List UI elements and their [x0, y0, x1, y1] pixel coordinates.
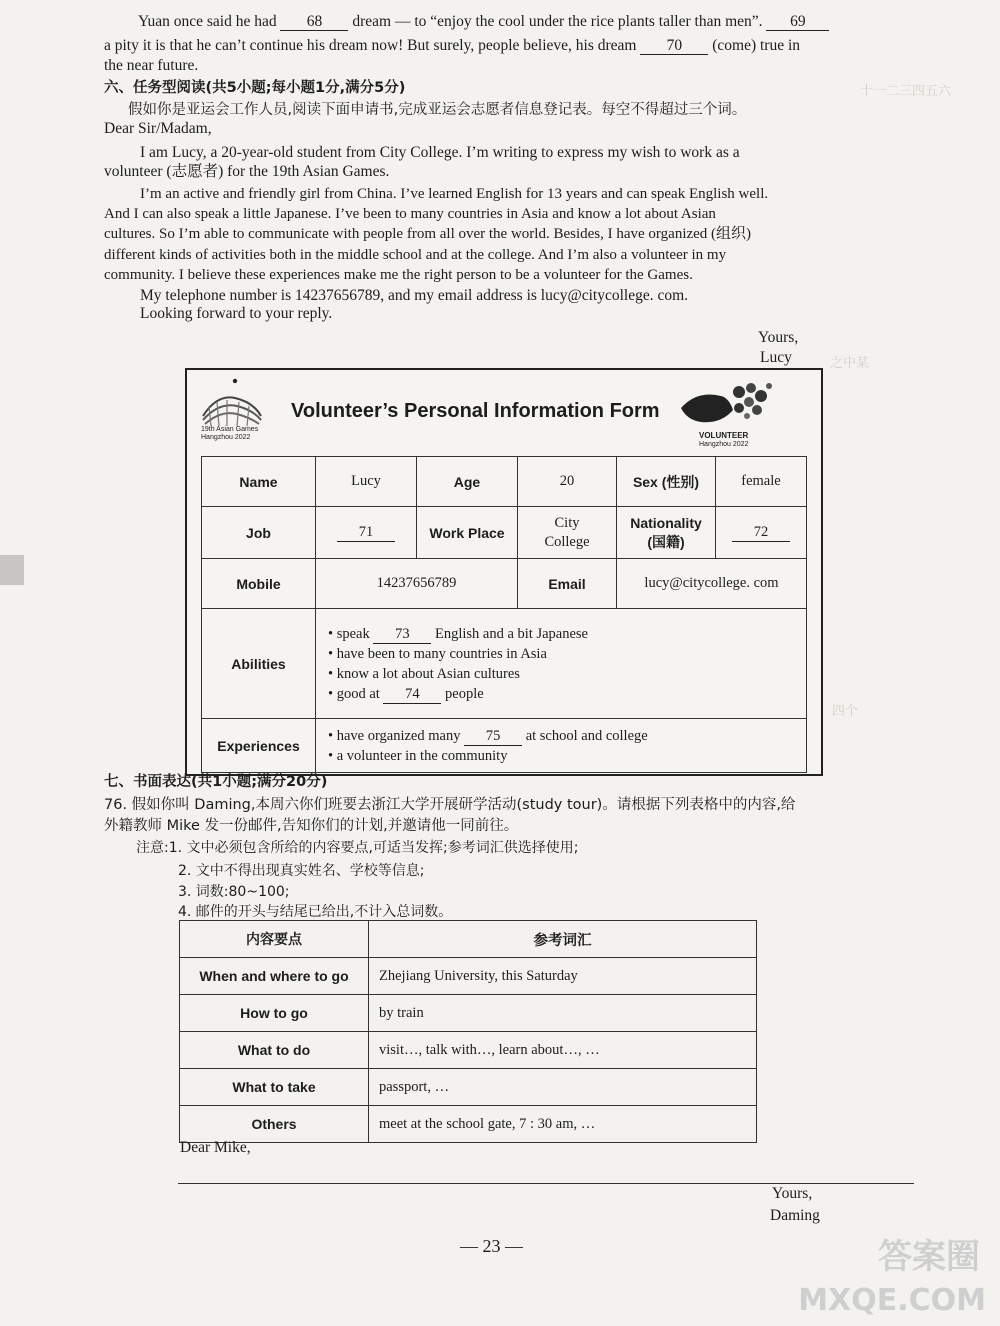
watermark-logo: 答案圈: [878, 1237, 980, 1277]
mobile-value: 14237656789: [316, 559, 518, 609]
letter-line: different kinds of activities both in the middle school and at the college. And I’m also a volunteer in my: [104, 247, 727, 263]
bleed-through-text: 之中某: [830, 356, 870, 371]
passage-line: a pity it is that he can’t continue his dream now! But surely, people believe, his dream 70 (come) true in: [104, 37, 801, 54]
page-number: — 23 —: [460, 1236, 523, 1256]
experiences-label: Experiences: [202, 719, 316, 773]
name-value: Lucy: [316, 457, 417, 507]
email-value: lucy@citycollege. com: [617, 559, 807, 609]
workplace-value: City College: [518, 507, 617, 559]
blank-75: 75: [464, 728, 522, 746]
volunteer-information-form: [185, 368, 823, 776]
job-label: Job: [202, 507, 316, 559]
table-row: What to take passport, …: [180, 1069, 757, 1106]
name-label: Name: [202, 457, 316, 507]
writing-prompt: 外籍教师 Mike 发一份邮件,告知你们的计划,并邀请他一同前往。: [104, 818, 519, 834]
note-item: 4. 邮件的开头与结尾已给出,不计入总词数。: [178, 904, 453, 920]
sex-label: Sex (性别): [617, 457, 716, 507]
section-heading: 七、书面表达(共1小题;满分20分): [104, 774, 328, 790]
letter-line: cultures. So I’m able to communicate with people from all over the world. Besides, I have organized (组织): [104, 226, 752, 242]
table-row: What to do visit…, talk with…, learn about…, …: [180, 1032, 757, 1069]
writing-prompt: 76. 假如你叫 Daming,本周六你们班要去浙江大学开展研学活动(study tour)。请根据下列表格中的内容,给: [104, 797, 796, 813]
letter-closing: Yours,: [772, 1185, 813, 1202]
note-item: 2. 文中不得出现真实姓名、学校等信息;: [178, 863, 425, 879]
letter-line: I’m an active and friendly girl from China. I’ve learned English for 13 years and can speak English well.: [140, 186, 769, 202]
mobile-label: Mobile: [202, 559, 316, 609]
table-row: How to go by train: [180, 995, 757, 1032]
note-item: 注意:1. 文中必须包含所给的内容要点,可适当发挥;参考词汇供选择使用;: [136, 840, 579, 856]
watermark-text: MXQE.COM: [798, 1283, 986, 1318]
ability-item: • good at 74 people: [328, 685, 484, 702]
form-title: Volunteer’s Personal Information Form: [291, 400, 660, 422]
logo-caption: Hangzhou 2022: [201, 434, 251, 441]
letter-line: I am Lucy, a 20-year-old student from City College. I’m writing to express my wish to work as a: [140, 144, 740, 161]
blank-69: 69: [766, 13, 829, 31]
letter-line: community. I believe these experiences make me the right person to be a volunteer for the Games.: [104, 267, 693, 283]
blank-71: 71: [337, 524, 395, 542]
instructions: 假如你是亚运会工作人员,阅读下面申请书,完成亚运会志愿者信息登记表。每空不得超过三个词。: [128, 102, 747, 118]
logo-caption: 19th Asian Games: [201, 426, 259, 433]
blank-70: 70: [640, 37, 708, 55]
bleed-through-text: 十一二三四五六: [860, 84, 952, 99]
logo-caption: VOLUNTEER: [699, 431, 749, 440]
passage-line: Yuan once said he had 68 dream — to “enjoy the cool under the rice plants taller than men”. 69: [138, 12, 829, 32]
ability-item: • have been to many countries in Asia: [328, 645, 547, 662]
sex-value: female: [716, 457, 807, 507]
letter-closing: Yours,: [758, 329, 799, 346]
experiences-list: [316, 719, 807, 773]
age-label: Age: [417, 457, 518, 507]
table-row: Others meet at the school gate, 7 : 30 am, …: [180, 1106, 757, 1143]
letter-line: Looking forward to your reply.: [140, 305, 333, 322]
letter-line: volunteer (志愿者) for the 19th Asian Games.: [104, 163, 390, 180]
job-cell: [316, 507, 417, 559]
section-heading: 六、任务型阅读(共5小题;每小题1分,满分5分): [104, 80, 406, 96]
note-item: 3. 词数:80~100;: [178, 884, 290, 900]
letter-greeting: Dear Sir/Madam,: [104, 120, 212, 137]
letter-line: And I can also speak a little Japanese. I’ve been to many countries in Asia and know a lot about Asian: [104, 206, 716, 222]
blank-74: 74: [383, 686, 441, 704]
ability-item: • speak 73 English and a bit Japanese: [328, 625, 588, 642]
abilities-list: [316, 609, 807, 719]
abilities-label: Abilities: [202, 609, 316, 719]
table-row: When and where to go Zhejiang University, this Saturday: [180, 958, 757, 995]
logo-caption: Hangzhou 2022: [699, 441, 749, 448]
table-header: 内容要点: [180, 921, 369, 958]
email-label: Email: [518, 559, 617, 609]
blank-68: 68: [280, 13, 348, 31]
form-table: [201, 456, 807, 773]
ability-item: • know a lot about Asian cultures: [328, 665, 520, 682]
bleed-through-text: 四个: [832, 704, 859, 719]
table-header: 参考词汇: [369, 921, 757, 958]
age-value: 20: [518, 457, 617, 507]
letter-line: My telephone number is 14237656789, and my email address is lucy@citycollege. com.: [140, 287, 689, 304]
nationality-label: Nationality (国籍): [617, 507, 716, 559]
letter-signature: Lucy: [760, 349, 792, 366]
workplace-label: Work Place: [417, 507, 518, 559]
nationality-cell: [716, 507, 807, 559]
passage-line: the near future.: [104, 57, 199, 74]
scan-artifact: [0, 555, 24, 585]
content-points-table: [179, 920, 757, 1143]
letter-greeting: Dear Mike,: [180, 1139, 251, 1156]
blank-73: 73: [373, 626, 431, 644]
experience-item: • a volunteer in the community: [328, 747, 508, 764]
letter-signature: Daming: [770, 1207, 820, 1224]
experience-item: • have organized many 75 at school and college: [328, 727, 648, 744]
blank-72: 72: [732, 524, 790, 542]
